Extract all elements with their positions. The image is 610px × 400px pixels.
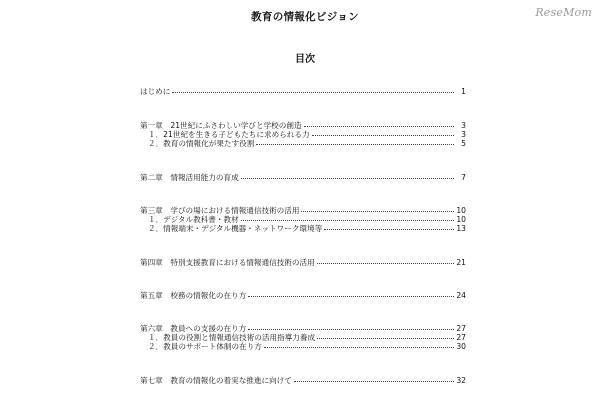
dot-leader <box>317 332 454 339</box>
toc-page-number: 7 <box>461 173 466 182</box>
toc-entry-label: １．教員の役割と情報通信技術の活用指導力養成 <box>148 333 316 342</box>
toc-entry-label: ２．教育の情報化が果たす役割 <box>148 139 255 148</box>
toc-entry-label: １．デジタル教科書・教材 <box>148 215 239 224</box>
toc-page-number: 5 <box>461 139 466 148</box>
dot-leader <box>172 86 454 93</box>
toc-page-number: 10 <box>456 206 466 215</box>
toc-subentry <box>148 224 466 234</box>
toc-entry-label: 第七章 教育の情報化の着実な推進に向けて <box>140 376 292 385</box>
toc-page-number: 30 <box>456 342 466 351</box>
toc-entry <box>140 173 466 183</box>
toc-entry-label: ２．情報端末・デジタル機器・ネットワーク環境等 <box>148 224 323 233</box>
toc-entry-label: 第一章 21世紀にふさわしい学びと学校の創造 <box>140 121 302 130</box>
toc-page-number: 21 <box>456 258 466 267</box>
dot-leader <box>304 120 454 127</box>
dot-leader <box>248 323 454 330</box>
dot-leader <box>256 138 454 145</box>
dot-leader <box>317 257 454 264</box>
dot-leader <box>248 290 454 297</box>
toc-entry <box>140 291 466 301</box>
dot-leader <box>241 214 454 221</box>
toc-entry-label: 第六章 教員への支援の在り方 <box>140 324 247 333</box>
toc-subentry <box>148 139 466 149</box>
watermark-logo: ReseMom <box>535 6 592 19</box>
toc-entry <box>140 258 466 268</box>
toc-page-number: 27 <box>456 324 466 333</box>
dot-leader <box>301 205 454 212</box>
toc-page-number: 13 <box>456 224 466 233</box>
toc-entry-label: はじめに <box>140 87 171 96</box>
toc-page-number: 32 <box>456 376 466 385</box>
toc-entry-label: 第三章 学びの場における情報通信技術の活用 <box>140 206 300 215</box>
dot-leader <box>324 223 454 230</box>
toc-entry-label: 第五章 校務の情報化の在り方 <box>140 291 247 300</box>
toc-page-number: 24 <box>456 291 466 300</box>
toc-entry <box>140 87 466 97</box>
toc-entry <box>140 376 466 386</box>
toc-entry-label: １．21世紀を生きる子どもたちに求められる力 <box>148 130 310 139</box>
document-title: 教育の情報化ビジョン <box>251 11 359 23</box>
toc-page-number: 27 <box>456 333 466 342</box>
dot-leader <box>241 172 454 179</box>
toc-heading: 目次 <box>295 54 315 65</box>
toc-entry-label: 第二章 情報活用能力の育成 <box>140 173 239 182</box>
dot-leader <box>294 375 454 382</box>
toc-entry-label: ２．教員のサポート体制の在り方 <box>148 342 262 351</box>
toc-page-number: 3 <box>461 121 466 130</box>
toc-entry-label: 第四章 特別支援教育における情報通信技術の活用 <box>140 258 315 267</box>
dot-leader <box>264 341 454 348</box>
toc-page-number: 10 <box>456 215 466 224</box>
dot-leader <box>312 129 454 136</box>
toc-subentry <box>148 342 466 352</box>
toc-page-number: 1 <box>461 87 466 96</box>
toc-page-number: 3 <box>461 130 466 139</box>
